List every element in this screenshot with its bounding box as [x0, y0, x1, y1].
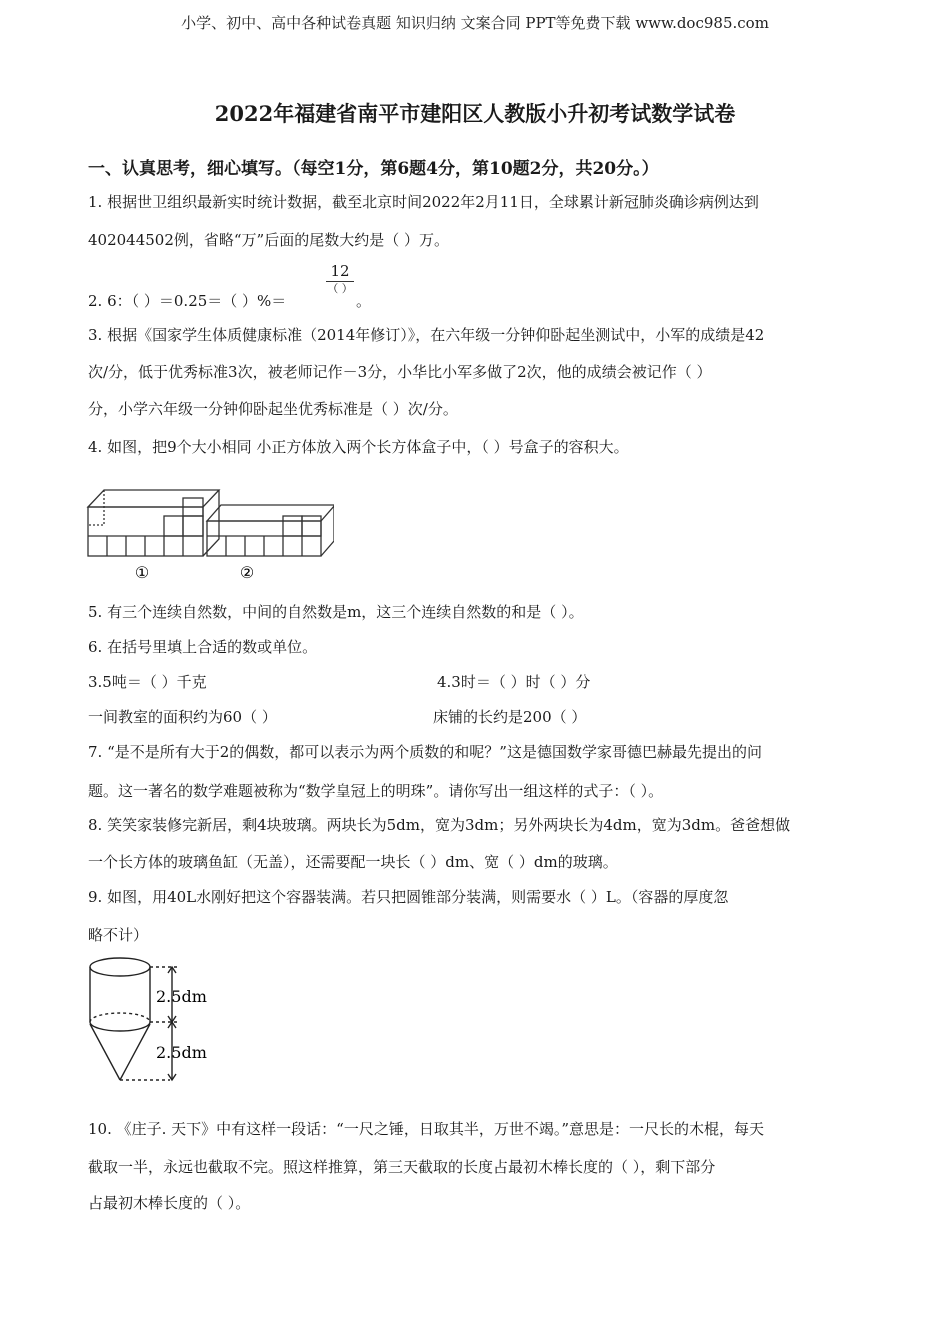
q9-line1: 9. 如图，用40L水刚好把这个容器装满。若只把圆锥部分装满，则需要水（ ）L。（容器的厚度忽 — [88, 888, 729, 906]
q8-line2: 一个长方体的玻璃鱼缸（无盖），还需要配一块长（ ）dm、宽（ ）dm的玻璃。 — [88, 853, 618, 871]
q2-end: 。 — [356, 292, 372, 310]
q2-text: 2. 6：（ ）＝0.25＝（ ）%＝ — [88, 292, 287, 310]
exam-title: 2022年福建省南平市建阳区人教版小升初考试数学试卷 — [214, 101, 736, 126]
q8-line1: 8. 笑笑家装修完新居，剩4块玻璃。两块长为5dm，宽为3dm；另外两块长为4dm，宽为3dm。爸爸想做 — [88, 816, 791, 834]
q1-line2: 402044502例，省略“万”后面的尾数大约是（ ）万。 — [88, 231, 449, 249]
q4-boxes-figure — [84, 484, 334, 584]
q9-container-figure — [84, 950, 234, 1088]
q2-fraction-denominator: （ ） — [327, 282, 353, 295]
q9-line2: 略不计） — [88, 926, 149, 944]
q3-line1: 3. 根据《国家学生体质健康标准（2014年修订）》，在六年级一分钟仰卧起坐测试中，小军的成绩是42 — [88, 326, 765, 344]
q6-item-c: 一间教室的面积约为60（ ） — [88, 708, 277, 726]
q10-line3: 占最初木棒长度的（ ）。 — [88, 1194, 251, 1212]
box-1 — [88, 490, 219, 556]
q6-item-a: 3.5吨＝（ ）千克 — [88, 673, 207, 691]
q7-line1: 7. “是不是所有大于2的偶数，都可以表示为两个质数的和呢？”这是德国数学家哥德巴赫最先提出的问 — [88, 743, 762, 761]
page-header-banner: 小学、初中、高中各种试卷真题 知识归纳 文案合同 PPT等免费下载 www.doc985.com — [181, 14, 769, 32]
q2-fraction-numerator: 12 — [326, 261, 354, 282]
q10-line2: 截取一半，永远也截取不完。照这样推算，第三天截取的长度占最初木棒长度的（ ），剩下部分 — [88, 1158, 716, 1176]
q6-item-d: 床铺的长约是200（ ） — [433, 708, 587, 726]
q10-line1: 10. 《庄子. 天下》中有这样一段话：“一尺之锤，日取其半，万世不竭。”意思是：一尺长的木棍，每天 — [88, 1120, 765, 1138]
box-1-label: ① — [134, 563, 150, 582]
q1-line1: 1. 根据世卫组织最新实时统计数据，截至北京时间2022年2月11日，全球累计新冠肺炎确诊病例达到 — [88, 193, 759, 211]
q3-line2: 次/分，低于优秀标准3次，被老师记作－3分，小华比小军多做了2次，他的成绩会被记作（ ） — [88, 363, 712, 381]
section-heading: 一、认真思考，细心填写。（每空1分，第6题4分，第10题2分，共20分。） — [88, 159, 659, 179]
cone-height-label: 2.5dm — [156, 1043, 207, 1062]
box-2-label: ② — [239, 563, 255, 582]
q5-text: 5. 有三个连续自然数，中间的自然数是m，这三个连续自然数的和是（ ）。 — [88, 603, 584, 621]
q6-item-b: 4.3时＝（ ）时（ ）分 — [437, 673, 591, 691]
box-2 — [207, 505, 334, 556]
q6-text: 6. 在括号里填上合适的数或单位。 — [88, 638, 318, 656]
q7-line2: 题。这一著名的数学难题被称为“数学皇冠上的明珠”。请你写出一组这样的式子：（ ）。 — [88, 782, 664, 800]
q4-text: 4. 如图，把9个大小相同 小正方体放入两个长方体盒子中，（ ）号盒子的容积大。 — [88, 438, 629, 456]
q2-fraction — [326, 261, 354, 295]
cylinder-height-label: 2.5dm — [156, 987, 207, 1006]
q3-line3: 分，小学六年级一分钟仰卧起坐优秀标准是（ ）次/分。 — [88, 400, 458, 418]
